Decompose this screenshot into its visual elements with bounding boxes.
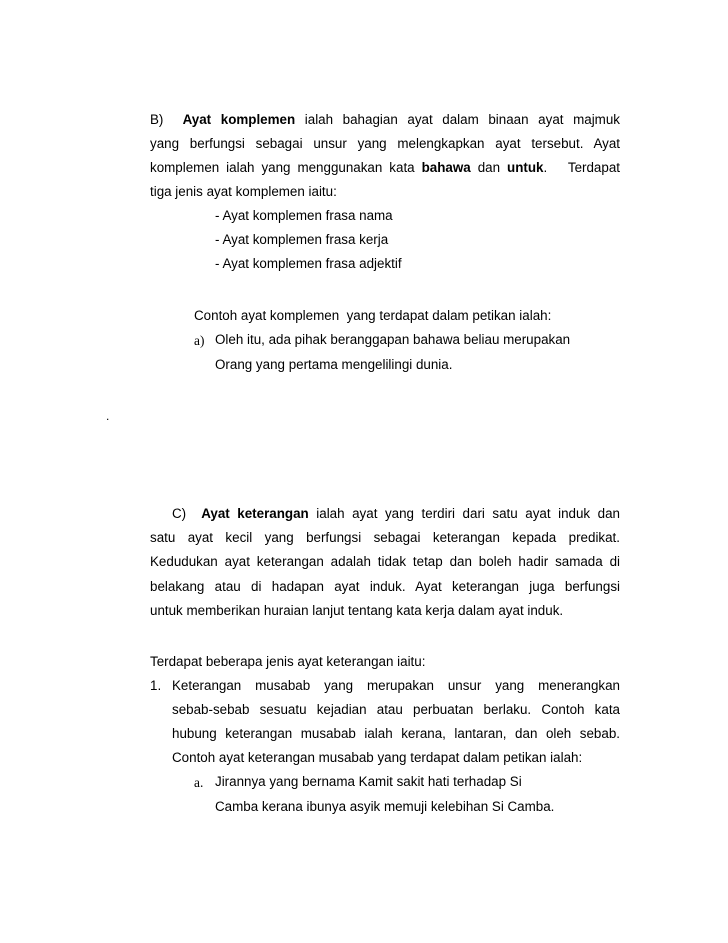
section-c-example-marker: a. xyxy=(194,775,204,790)
section-b-example-line-1: Oleh itu, ada pihak beranggapan bahawa beliau merupakan xyxy=(215,332,571,347)
section-c-marker: C) xyxy=(172,506,187,521)
section-b-type-2: - Ayat komplemen frasa kerja xyxy=(215,232,389,247)
section-b-keyword-untuk: untuk xyxy=(507,160,544,175)
section-c-line-4: belakang atau di hadapan ayat induk. Ayat keterangan juga berfungsi xyxy=(150,579,620,594)
section-c-term: Ayat keterangan xyxy=(201,506,309,521)
section-b-line-4: tiga jenis ayat komplemen iaitu: xyxy=(150,184,337,199)
section-b-type-1: - Ayat komplemen frasa nama xyxy=(215,208,393,223)
section-b-example-line-2: Orang yang pertama mengelilingi dunia. xyxy=(215,357,453,372)
section-b-line-1 xyxy=(150,111,620,129)
section-c-line-3: Kedudukan ayat keterangan adalah tidak tetap dan boleh hadir samada di xyxy=(150,554,620,569)
section-b-term: Ayat komplemen xyxy=(182,112,296,127)
section-c-line-1-rest: ialah ayat yang terdiri dari satu ayat induk dan xyxy=(316,506,620,521)
section-c-item-1-line-2: sebab-sebab sesuatu kejadian atau perbuatan berlaku. Contoh kata xyxy=(172,702,620,717)
section-c-example-line-2: Camba kerana ibunya asyik memuji kelebihan Si Camba. xyxy=(215,799,555,814)
section-c-example-line-1: Jirannya yang bernama Kamit sakit hati terhadap Si xyxy=(215,774,522,789)
section-c-line-2: satu ayat kecil yang berfungsi sebagai keterangan kepada predikat. xyxy=(150,530,620,545)
section-b-type-3: - Ayat komplemen frasa adjektif xyxy=(215,256,402,271)
section-b-example-marker: a) xyxy=(194,333,205,348)
section-c-item-1-line-1: Keterangan musabab yang merupakan unsur yang menerangkan xyxy=(172,678,620,693)
section-b-line-3-pre: komplemen ialah yang menggunakan kata xyxy=(150,160,415,175)
section-c-item-1-line-4: Contoh ayat keterangan musabab yang terdapat dalam petikan ialah: xyxy=(172,750,583,765)
section-c-item-1-line-3: hubung keterangan musabab ialah kerana, lantaran, dan oleh sebab. xyxy=(172,726,620,741)
section-c-types-intro: Terdapat beberapa jenis ayat keterangan iaitu: xyxy=(150,654,426,669)
section-b-line-2: yang berfungsi sebagai unsur yang melengkapkan ayat tersebut. Ayat xyxy=(150,136,620,151)
section-b-line-3 xyxy=(150,159,620,177)
section-c-item-1-number: 1. xyxy=(150,678,162,693)
section-b-line-3-mid: dan xyxy=(477,160,501,175)
stray-dot-mark: . xyxy=(106,409,110,423)
section-b-marker: B) xyxy=(150,112,164,127)
section-c-line-1 xyxy=(172,505,620,523)
section-b-example-intro: Contoh ayat komplemen yang terdapat dalam petikan ialah: xyxy=(194,308,552,323)
section-b-line-3-post: . Terdapat xyxy=(543,160,620,175)
section-b-line-1-rest: ialah bahagian ayat dalam binaan ayat majmuk xyxy=(304,112,620,127)
section-c-line-5: untuk memberikan huraian lanjut tentang kata kerja dalam ayat induk. xyxy=(150,603,564,618)
section-b-keyword-bahawa: bahawa xyxy=(421,160,471,175)
